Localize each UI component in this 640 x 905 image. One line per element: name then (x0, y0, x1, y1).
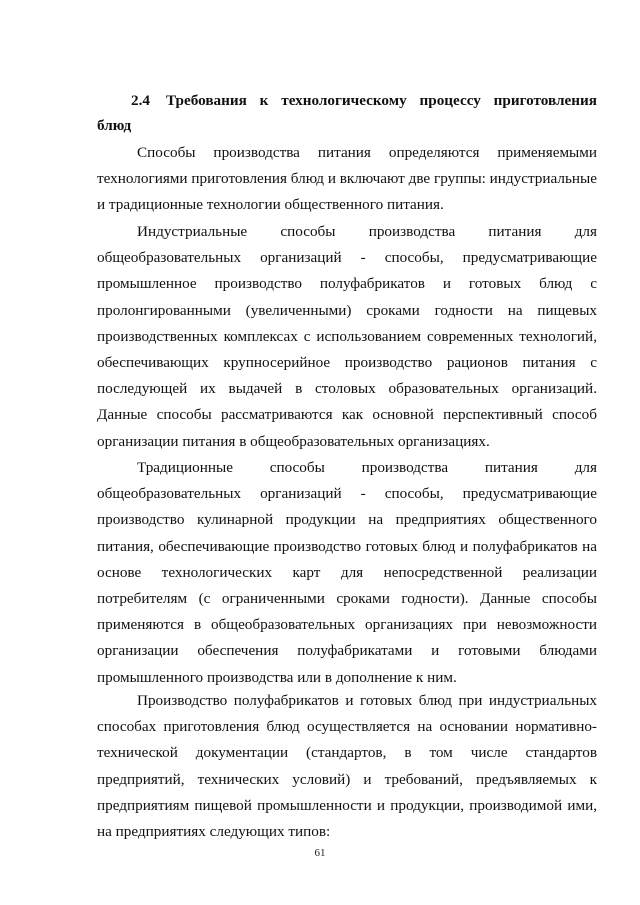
paragraph-production-basis: Производство полуфабрикатов и готовых блюд при индустриальных способах приготовления блюд осуществляется на основании нормативно-технической документации (стандартов, в том числе стандартов предприятий, технических условий) и требований, предъявляемых к предприятиям пищевой промышленности и продукции, производимой ими, на предприятиях следующих типов: (97, 692, 597, 841)
paragraph-traditional-methods: Традиционные способы производства питания для общеобразовательных организаций - способы, предусматривающие производство кулинарной продукции на предприятиях общественного питания, обеспечивающие производство готовых блюд и полуфабрикатов на основе технологических карт для непосредственной реализации потребителям (с ограниченными сроками годности). Данные способы применяются в общеобразовательных организациях при невозможности организации обеспечения полуфабрикатами и готовыми блюдами промышленного производства или в дополнение к ним. (97, 459, 597, 686)
section-heading (97, 88, 597, 138)
section-number: 2.4 (131, 92, 150, 109)
section-title: Требования к технологическому процессу приготовления блюд (97, 92, 597, 134)
paragraph-intro: Способы производства питания определяются применяемыми технологиями приготовления блюд и включают две группы: индустриальные и традиционные технологии общественного питания. (97, 144, 597, 214)
paragraph-industrial-methods: Индустриальные способы производства питания для общеобразовательных организаций - способы, предусматривающие промышленное производство полуфабрикатов и готовых блюд с пролонгированными (увеличенными) сроками годности на пищевых производственных комплексах с использованием современных технологий, обеспечивающих крупносерийное производство рационов питания с последующей их выдачей в столовых образовательных организаций. Данные способы рассматриваются как основной перспективный способ организации питания в общеобразовательных организациях. (97, 223, 597, 450)
page-number: 61 (314, 847, 326, 859)
